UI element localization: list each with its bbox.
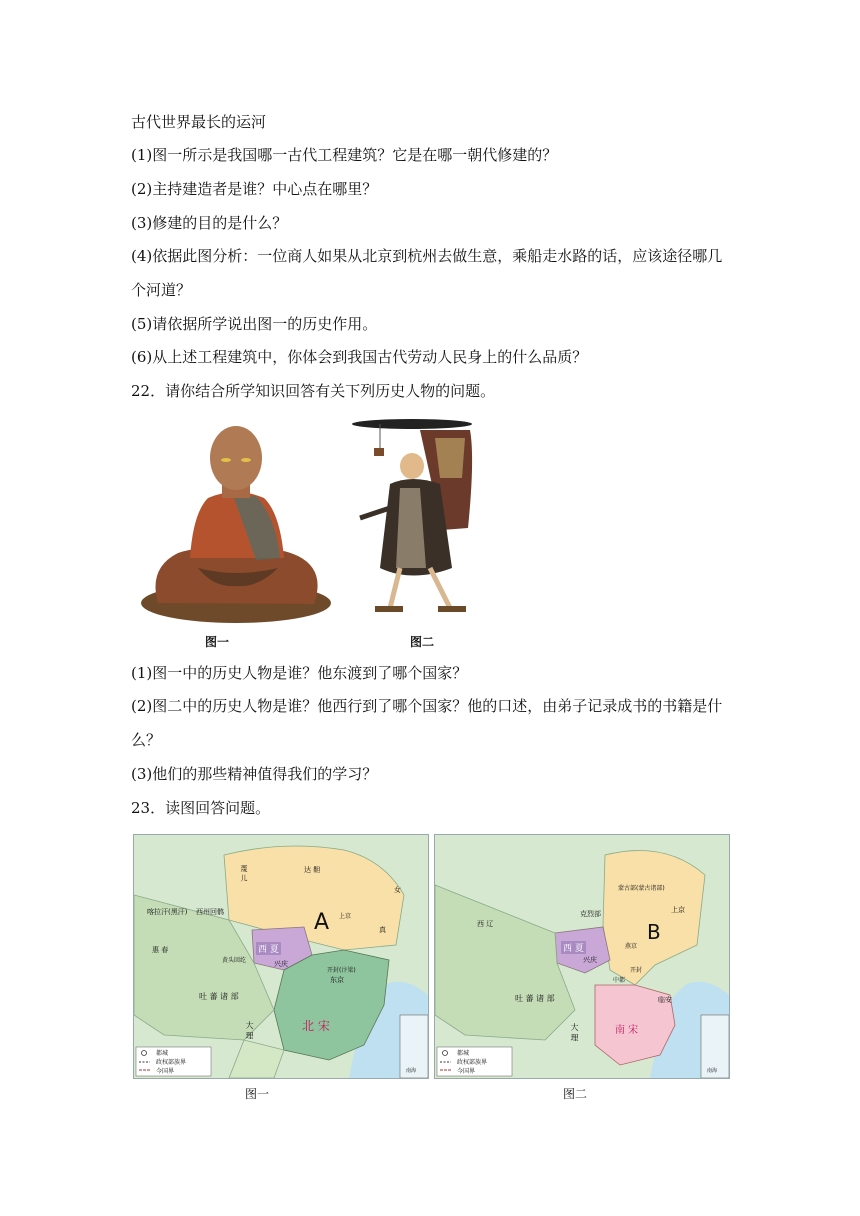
map1-tubo: 吐 蕃 诸 部 — [199, 992, 239, 1001]
map1-legend-capital: 都城 — [156, 1050, 169, 1057]
map2-liao: 西 辽 — [477, 920, 494, 928]
text-line-9: (1)图一中的历史人物是谁？他东渡到了哪个国家？ — [131, 664, 468, 682]
map1-zhen: 真 — [379, 926, 386, 934]
map1-shangjing: 上京 — [339, 913, 352, 920]
map1-nanhai: 南海 — [406, 1068, 417, 1074]
map2-nanhai: 南海 — [707, 1068, 718, 1074]
map1-chuhu: 惠 春 — [152, 946, 169, 954]
map-northern-song — [133, 834, 429, 1079]
text-line-7: (5)请依据所学说出图一的历史作用。 — [131, 315, 378, 333]
map2-tubo: 吐 蕃 诸 部 — [515, 994, 555, 1003]
map1-kala: 喀拉汗(黑汗) — [147, 908, 188, 916]
question-23: 23．读图回答问题。 — [131, 799, 271, 817]
text-line-11: 么？ — [131, 731, 162, 749]
map1-beisong: 北 宋 — [302, 1019, 330, 1033]
map1-region-a: A — [314, 910, 330, 935]
map1-legend-border: 政权部族界 — [156, 1059, 187, 1066]
map1-xingqing: 兴庆 — [274, 960, 288, 968]
question-22: 22．请你结合所学知识回答有关下列历史人物的问题。 — [131, 382, 496, 400]
text-line-12: (3)他们的那些精神值得我们的学习？ — [131, 765, 378, 783]
text-line-10: (2)图二中的历史人物是谁？他西行到了哪个国家？他的口述，由弟子记录成书的书籍是什 — [131, 697, 723, 715]
text-line-3: (2)主持建造者是谁？中心点在哪里？ — [131, 180, 378, 198]
map1-dajia: 达 靼 — [304, 866, 321, 874]
map1-nv: 女 — [394, 886, 401, 894]
traveling-monk-image — [350, 418, 500, 623]
map2-xixia: 西 夏 — [561, 941, 586, 954]
map-caption-1: 图一 — [245, 1087, 270, 1101]
text-line-2: (1)图一所示是我国哪一古代工程建筑？它是在哪一朝代修建的？ — [131, 146, 558, 164]
map2-xingqing: 兴庆 — [583, 956, 597, 964]
text-line-8: (6)从上述工程建筑中，你体会到我国古代劳动人民身上的什么品质？ — [131, 348, 588, 366]
figure-caption-22-2: 图二 — [410, 635, 435, 649]
map2-dali: 大 理 — [570, 1023, 579, 1042]
text-line-6: 个河道？ — [131, 281, 192, 299]
map1-legend-modern: 今国界 — [156, 1068, 175, 1075]
monk-statue-image — [138, 418, 334, 623]
map1-xixia: 西 夏 — [256, 942, 281, 955]
map2-kaifeng: 开封 — [630, 967, 643, 974]
map2-nansong: 南 宋 — [615, 1025, 639, 1036]
figure-caption-22-1: 图一 — [205, 635, 230, 649]
text-line-5: (4)依据此图分析：一位商人如果从北京到杭州去做生意，乘船走水路的话，应该途径哪几 — [131, 247, 723, 265]
map2-menggu: 蒙古部(蒙古诸部) — [618, 885, 665, 892]
map1-huangtou: 黄头回纥 — [222, 957, 247, 964]
map2-legend-capital: 都城 — [457, 1050, 470, 1057]
text-line-4: (3)修建的目的是什么？ — [131, 214, 288, 232]
map-caption-2: 图二 — [563, 1087, 588, 1101]
map1-dali: 大 理 — [245, 1021, 254, 1040]
map2-legend-modern: 今国界 — [457, 1068, 476, 1075]
text-line-1: 古代世界最长的运河 — [131, 113, 267, 131]
map1-sa: 蔑 儿 — [240, 865, 248, 882]
map2-region-b: B — [647, 920, 661, 944]
map2-zhongdu: 中都 — [613, 977, 626, 984]
map1-huihu: 西州回鹘 — [196, 908, 224, 916]
map1-kaifeng: 开封(汴梁) — [327, 967, 356, 974]
map2-kelie: 克烈部 — [580, 910, 601, 918]
map2-shangjing: 上京 — [671, 906, 685, 914]
map-southern-song — [434, 834, 730, 1079]
map1-dongjing: 东京 — [330, 976, 344, 984]
map2-linan: 临安 — [658, 996, 672, 1004]
map2-yanjing: 燕京 — [625, 943, 638, 950]
map2-legend-border: 政权部族界 — [457, 1059, 488, 1066]
